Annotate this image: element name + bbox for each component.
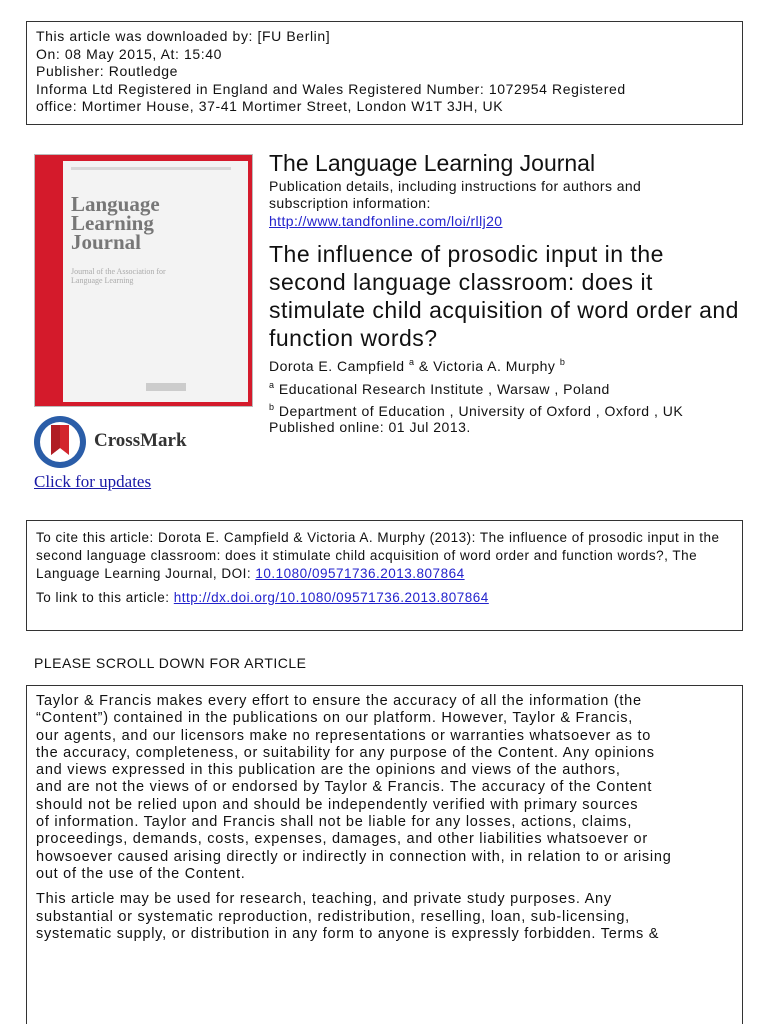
publisher-logo-icon: [146, 383, 186, 391]
citation-body: To cite this article: Dorota E. Campfield & Victoria A. Murphy (2013): The influence of prosodic input in the second language classroom: does it stimulate child acquisition of word order and function words?, The Language Learning Journal, DOI:: [36, 530, 720, 581]
doi-link[interactable]: 10.1080/09571736.2013.807864: [255, 566, 465, 581]
journal-link[interactable]: http://www.tandfonline.com/loi/rllj20: [269, 213, 503, 229]
disclaimer-line: howsoever caused arising directly or indirectly in connection with, in relation to or arising: [36, 848, 672, 865]
citation-box: [26, 520, 743, 631]
citation-text: [36, 529, 733, 583]
affiliation-marker: a: [408, 357, 415, 367]
cover-title: [71, 192, 160, 254]
scroll-notice: PLEASE SCROLL DOWN FOR ARTICLE: [34, 655, 307, 671]
published-date: Published online: 01 Jul 2013.: [269, 419, 471, 435]
disclaimer-paragraph: [36, 891, 733, 943]
disclaimer-line: and views expressed in this publication are the opinions and views of the authors,: [36, 762, 621, 779]
disclaimer-line: Taylor & Francis makes every effort to ensure the accuracy of all the information (the: [36, 693, 642, 709]
affiliation-marker: a: [269, 380, 275, 390]
disclaimer-line: of information. Taylor and Francis shall not be liable for any losses, actions, claims,: [36, 814, 633, 831]
article-link-line: [36, 590, 733, 605]
disclaimer-paragraph: [36, 693, 733, 883]
download-line: Publisher: Routledge: [36, 63, 178, 79]
affiliation-text: Educational Research Institute , Warsaw , Poland: [274, 381, 610, 397]
authors: [269, 357, 565, 374]
disclaimer-line: out of the use of the Content.: [36, 865, 246, 882]
cover-title-line: Journal: [71, 230, 142, 254]
download-line: Informa Ltd Registered in England and Wales Registered Number: 1072954 Registered: [36, 80, 626, 97]
disclaimer-line: systematic supply, or distribution in any form to anyone is expressly forbidden. Terms &: [36, 925, 660, 942]
download-line: This article was downloaded by: [FU Berlin]: [36, 28, 331, 44]
cover-subtitle: Journal of the Association for Language Learning: [71, 267, 166, 285]
crossmark-label[interactable]: CrossMark: [94, 430, 187, 451]
publication-details: Publication details, including instructions for authors and subscription information:: [269, 178, 642, 211]
affiliation-b: [269, 402, 683, 419]
download-line: office: Mortimer House, 37-41 Mortimer Street, London W1T 3JH, UK: [36, 98, 504, 114]
cover-topline: [71, 167, 231, 170]
crossmark-icon[interactable]: [33, 415, 87, 469]
affiliation-a: [269, 380, 610, 397]
disclaimer-line: substantial or systematic reproduction, redistribution, reselling, loan, sub-licensing,: [36, 908, 630, 925]
article-doi-link[interactable]: http://dx.doi.org/10.1080/09571736.2013.807864: [173, 590, 489, 605]
author-name: & Victoria A. Murphy: [414, 358, 560, 374]
article-title: The influence of prosodic input in the second language classroom: does it stimulate child acquisition of word order and function words?: [269, 241, 739, 351]
author-name: Dorota E. Campfield: [269, 358, 409, 374]
disclaimer-line: should not be relied upon and should be independently verified with primary sources: [36, 796, 639, 813]
cover-title-line: Language: [71, 192, 160, 216]
affiliation-marker: b: [269, 402, 275, 412]
affiliation-marker: b: [559, 357, 566, 367]
journal-title: The Language Learning Journal: [269, 150, 596, 176]
disclaimer-line: and are not the views of or endorsed by Taylor & Francis. The accuracy of the Content: [36, 779, 653, 796]
affiliation-text: Department of Education , University of Oxford , Oxford , UK: [274, 403, 684, 419]
cover-title-line: Learning: [71, 211, 154, 235]
link-label: To link to this article:: [36, 590, 174, 605]
disclaimer-box: [26, 685, 743, 1024]
disclaimer-line: “Content”) contained in the publications on our platform. However, Taylor & Francis,: [36, 710, 634, 727]
disclaimer-line: the accuracy, completeness, or suitability for any purpose of the Content. Any opinions: [36, 744, 655, 761]
download-line: On: 08 May 2015, At: 15:40: [36, 45, 223, 62]
download-info-box: [26, 21, 743, 125]
disclaimer-line: This article may be used for research, teaching, and private study purposes. Any: [36, 891, 612, 908]
disclaimer-line: our agents, and our licensors make no representations or warranties whatsoever as to: [36, 727, 652, 744]
disclaimer-line: proceedings, demands, costs, expenses, damages, and other liabilities whatsoever or: [36, 831, 648, 848]
click-for-updates-link[interactable]: Click for updates: [34, 472, 152, 491]
journal-cover-image[interactable]: [34, 154, 253, 407]
